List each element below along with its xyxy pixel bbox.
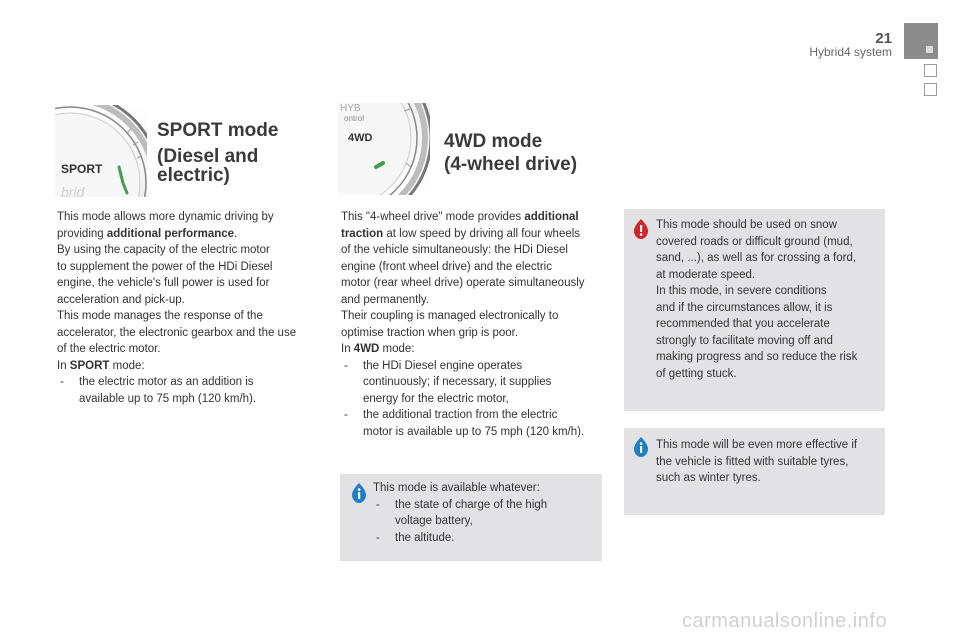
fourwd-dial-faded-text: ontrol xyxy=(344,114,365,123)
fourwd-emphasis: additional xyxy=(524,211,579,223)
chapter-tab-empty-2[interactable] xyxy=(924,83,937,96)
list-item: - the altitude. xyxy=(373,530,598,547)
watermark: carmanualsonline.info xyxy=(682,610,888,632)
note-line: recommended that you accelerate xyxy=(656,318,830,330)
note-line: sand, ...), as well as for crossing a ford, xyxy=(656,252,857,264)
info-icon xyxy=(350,482,368,504)
note-line: at moderate speed. xyxy=(656,268,756,281)
chapter-tab-empty-1[interactable] xyxy=(924,64,937,77)
fourwd-dial-image xyxy=(338,103,430,195)
fourwd-bullet-list xyxy=(341,358,616,441)
sport-dial-faded-text: brid xyxy=(61,184,85,197)
note-line: covered roads or difficult ground (mud, xyxy=(656,235,853,248)
note-line: This mode will be even more effective if xyxy=(656,439,858,451)
tyres-note xyxy=(624,428,885,515)
list-item: - the HDi Diesel engine operates continuously; if necessary, it supplies energy for the electric motor, xyxy=(341,358,616,408)
fourwd-dial-label: 4WD xyxy=(348,132,373,144)
sport-body: This mode allows more dynamic driving by providing additional performance. By using the capacity of the electric motor to supplement the power of the HDi Diesel engine, the vehicle's full power is used for acceleration and pick-up. This mode manages the response of the accelerator, the electronic gearbox and the use of the electric motor. In SPORT mode: - the electric motor as an addition is available up to 75 mph (120 km/h). xyxy=(57,209,322,407)
chapter-tab[interactable] xyxy=(904,23,938,59)
note-line: This mode is available whatever: xyxy=(373,482,540,494)
note-line: the vehicle is fitted with suitable tyres, xyxy=(656,455,849,468)
note-line: strongly to facilitate moving off and xyxy=(656,334,833,347)
sport-title-line2: (Diesel and xyxy=(157,146,259,167)
section-title: Hybrid4 system xyxy=(809,45,892,59)
list-item: - the electric motor as an addition is available up to 75 mph (120 km/h). xyxy=(57,374,322,407)
snow-warning-note xyxy=(624,209,885,411)
page-number: 21 xyxy=(875,30,892,47)
availability-note xyxy=(340,474,602,561)
tab-marker xyxy=(926,46,933,53)
note-line: In this mode, in severe conditions xyxy=(656,285,827,297)
note-line: and if the circumstances allow, it is xyxy=(656,301,833,314)
note-line: of getting stuck. xyxy=(656,367,737,380)
sport-bullet-list xyxy=(57,374,322,407)
sport-emphasis: additional performance xyxy=(106,227,235,240)
fourwd-dial-faded-top: HYB xyxy=(340,103,361,114)
info-icon xyxy=(632,436,650,458)
note-line: making progress and so reduce the risk xyxy=(656,351,858,363)
warning-icon xyxy=(632,218,650,240)
sport-dial-image xyxy=(55,105,147,197)
note-bullet-list xyxy=(373,497,598,547)
fourwd-title-line1: 4WD mode xyxy=(444,131,543,152)
list-item: - the state of charge of the high voltage battery, xyxy=(373,497,598,530)
fourwd-body: This "4-wheel drive" mode provides additional traction at low speed by driving all four wheels of the vehicle simultaneously: the HDi Diesel engine (front wheel drive) and the electric motor (rear wheel drive) operate simultaneously and permanently. Their coupling is managed electronically to optimise traction when grip is poor. In 4WD mode: - the HDi Diesel engine operates continuously; if necessary, it supplies energy for the electric motor, - the additional traction from the electric motor is available up to 75 mph (120 km/h). xyxy=(341,209,616,440)
sport-dial-label: SPORT xyxy=(61,162,103,176)
fourwd-title-line2: (4-wheel drive) xyxy=(444,154,578,175)
sport-title-line1: SPORT mode xyxy=(157,120,279,141)
note-line: such as winter tyres. xyxy=(656,472,761,484)
sport-title-line3: electric) xyxy=(157,165,230,186)
note-line: This mode should be used on snow xyxy=(656,219,837,231)
sport-line: This mode allows more dynamic driving by xyxy=(57,211,274,223)
list-item: - the additional traction from the electric motor is available up to 75 mph (120 km/h). xyxy=(341,407,616,440)
